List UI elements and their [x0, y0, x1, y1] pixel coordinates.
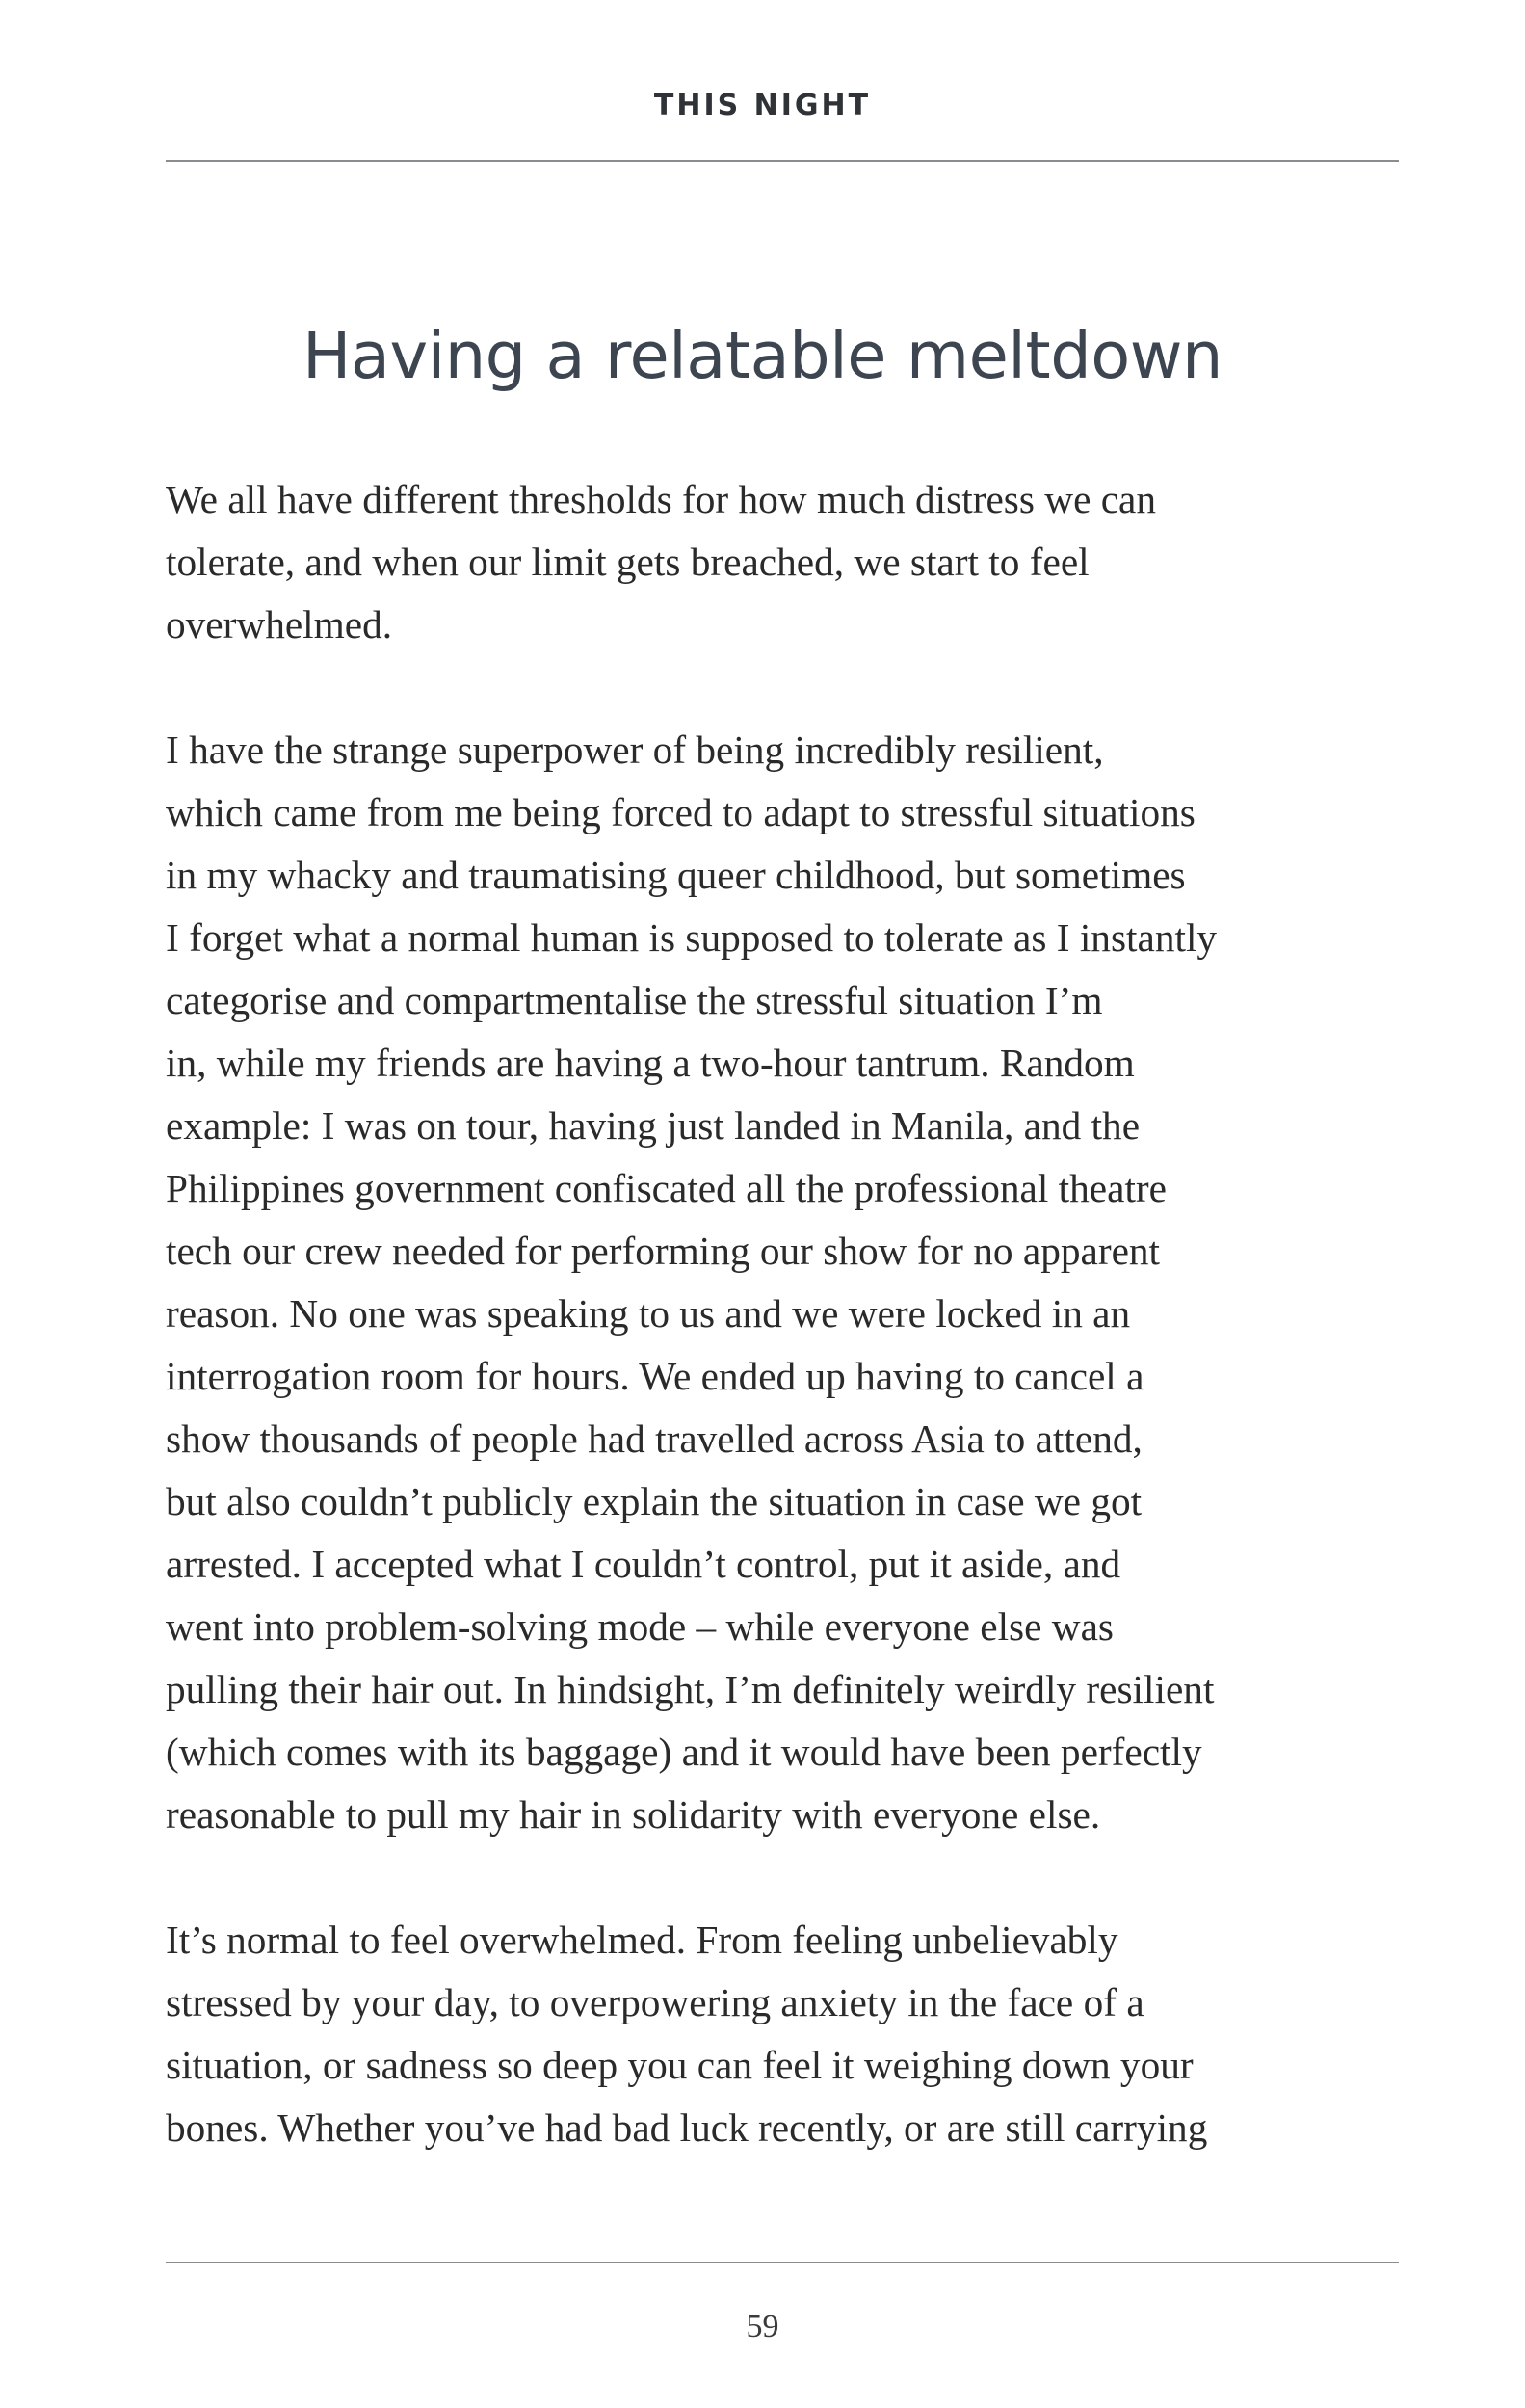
text-line: stressed by your day, to overpowering anxiety in the face of a: [166, 1980, 1144, 2024]
text-line: overwhelmed.: [166, 602, 393, 647]
footer-rule: [166, 2262, 1399, 2263]
text-line: situation, or sadness so deep you can feel it weighing down your: [166, 2043, 1194, 2087]
paragraph-break: [166, 656, 1399, 719]
text-line: It’s normal to feel overwhelmed. From feeling unbelievably: [166, 1918, 1118, 1962]
chapter-title: Having a relatable meltdown: [302, 318, 1223, 393]
text-line: bones. Whether you’ve had bad luck recently, or are still carrying: [166, 2105, 1208, 2150]
text-line: reasonable to pull my hair in solidarity with everyone else.: [166, 1792, 1101, 1837]
text-line: I have the strange superpower of being incredibly resilient,: [166, 728, 1104, 772]
text-line: went into problem-solving mode – while everyone else was: [166, 1604, 1115, 1649]
paragraph-break: [166, 1846, 1399, 1909]
body-text: [166, 468, 1399, 2159]
header-rule: [166, 160, 1399, 162]
text-line: in, while my friends are having a two-hour tantrum. Random: [166, 1041, 1135, 1085]
text-line: pulling their hair out. In hindsight, I’m definitely weirdly resilient: [166, 1667, 1215, 1711]
text-line: example: I was on tour, having just landed in Manila, and the: [166, 1103, 1141, 1148]
text-line: tolerate, and when our limit gets breached, we start to feel: [166, 540, 1090, 584]
text-line: tech our crew needed for performing our show for no apparent: [166, 1229, 1161, 1273]
text-line: but also couldn’t publicly explain the situation in case we got: [166, 1479, 1143, 1523]
text-line: reason. No one was speaking to us and we were locked in an: [166, 1291, 1131, 1336]
text-line: We all have different thresholds for how much distress we can: [166, 477, 1157, 521]
text-line: I forget what a normal human is supposed to tolerate as I instantly: [166, 915, 1218, 960]
text-line: interrogation room for hours. We ended up having to cancel a: [166, 1354, 1144, 1398]
text-line: show thousands of people had travelled across Asia to attend,: [166, 1416, 1143, 1461]
page-number: 59: [746, 2309, 779, 2344]
text-line: in my whacky and traumatising queer childhood, but sometimes: [166, 853, 1186, 897]
text-line: categorise and compartmentalise the stressful situation I’m: [166, 978, 1103, 1022]
text-line: arrested. I accepted what I couldn’t control, put it aside, and: [166, 1542, 1121, 1586]
text-line: which came from me being forced to adapt to stressful situations: [166, 790, 1196, 834]
running-head: THIS NIGHT: [653, 89, 872, 122]
text-line: (which comes with its baggage) and it would have been perfectly: [166, 1730, 1202, 1774]
text-line: Philippines government confiscated all the professional theatre: [166, 1166, 1167, 1210]
